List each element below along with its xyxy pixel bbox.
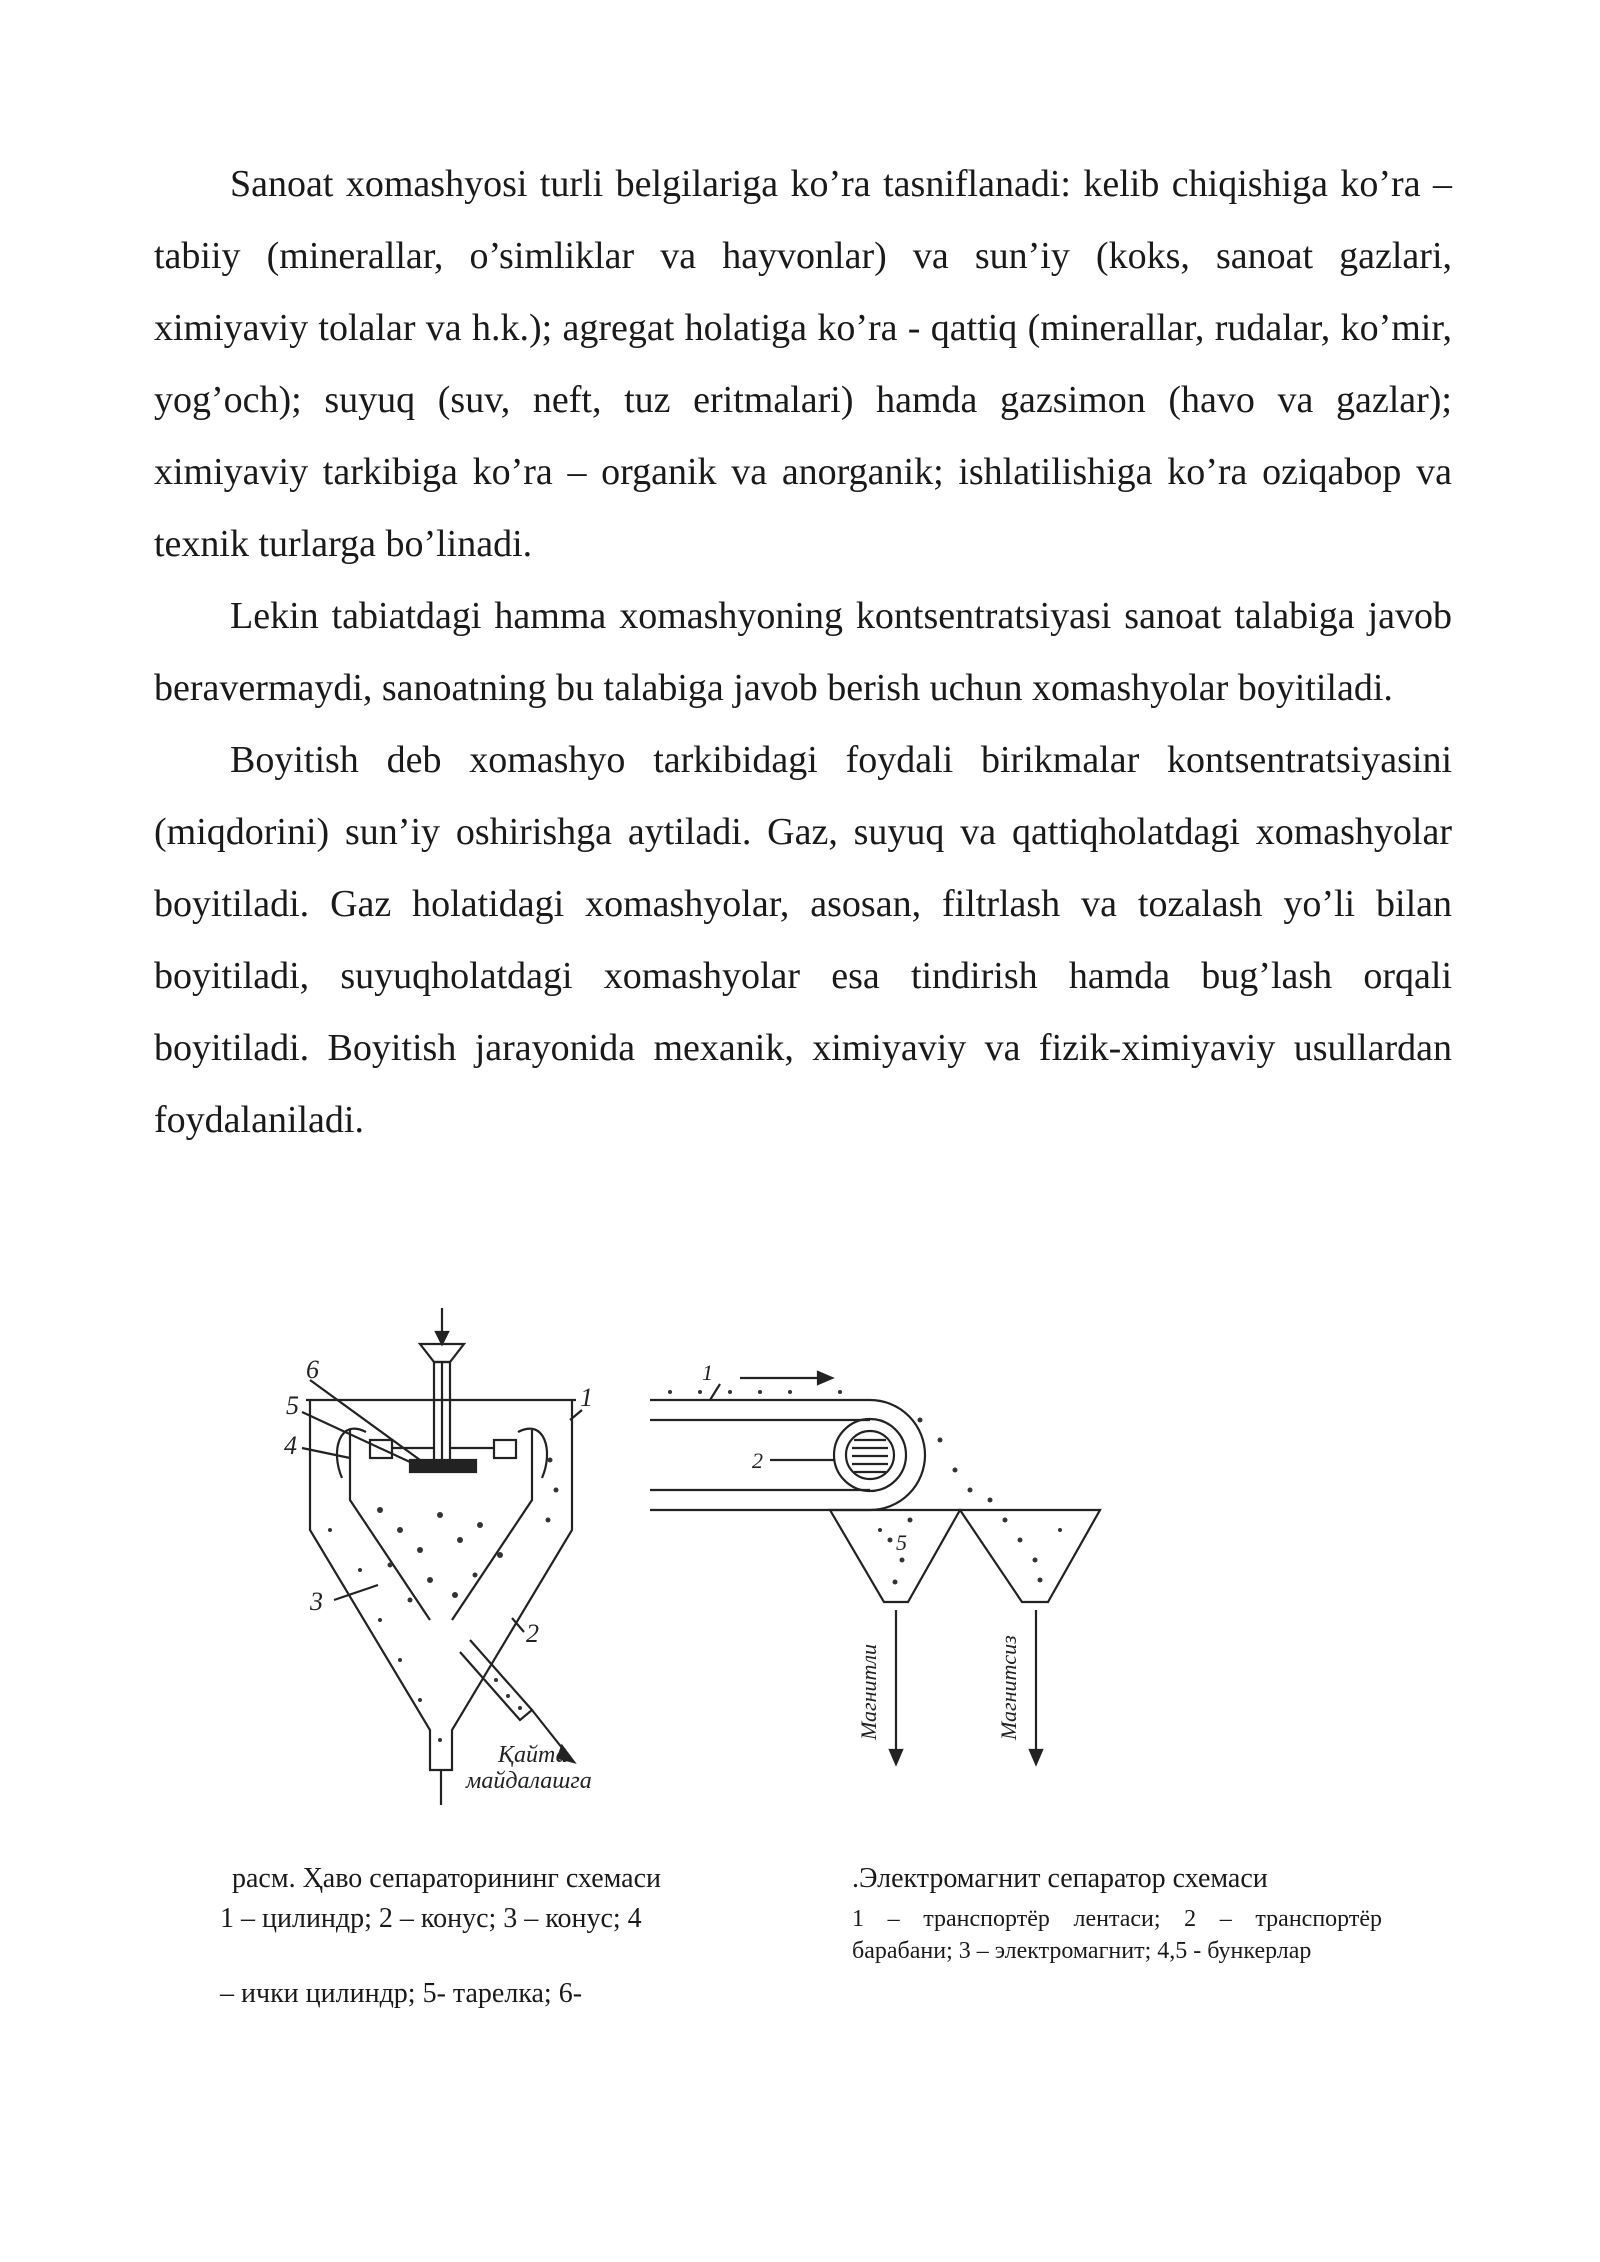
label-2: 2 xyxy=(526,1619,539,1648)
body-text xyxy=(154,148,1452,1156)
arrow-label-magnetic: Магнитли xyxy=(856,1644,881,1740)
caption-left-title: расм. Ҳаво сепараторининг схемаси xyxy=(232,1863,662,1894)
label-1: 1 xyxy=(702,1360,713,1385)
label-5: 5 xyxy=(286,1391,299,1420)
caption-left-line2: – ички цилиндр; 5- тарелка; 6- xyxy=(220,1978,583,2009)
paragraph-2: Lekin tabiatdagi hamma xomashyoning kontsentratsiyasi sanoat talabiga javob beravermaydi, sanoatning bu talabiga javob berish uchun xomashyolar boyitiladi. xyxy=(154,595,1452,709)
label-5: 5 xyxy=(896,1530,907,1555)
label-6: 6 xyxy=(306,1355,319,1384)
label-4: 4 xyxy=(284,1431,297,1460)
label-1: 1 xyxy=(580,1383,593,1412)
paragraph-1: Sanoat xomashyosi turli belgilariga ko’ra tasniflanadi: kelib chiqishiga ko’ra – tabiiy (minerallar, o’simliklar va hayvonlar) va sun’iy (koks, sanoat gazlari, ximiyaviy tolalar va h.k.); agregat holatiga ko’ra - qattiq (minerallar, rudalar, ko’mir, yog’och); suyuq (suv, neft, tuz eritmalari) hamda gazsimon (havo va gazlar); ximiyaviy tarkibiga ko’ra – organik va anorganik; ishlatilishiga ko’ra oziqabop va texnik turlarga bo’linadi. xyxy=(154,163,1452,565)
arrow-label-nonmagnetic: Магнитсиз xyxy=(996,1635,1021,1740)
label-2: 2 xyxy=(752,1448,763,1473)
outlet-label-line2: майдалашга xyxy=(466,1768,592,1794)
label-3: 3 xyxy=(310,1587,323,1616)
caption-right-body: 1 – транспортёр лентаси; 2 – транспортёр барабани; 3 – электромагнит; 4,5 - бункерлар xyxy=(852,1906,1382,1964)
electromagnetic-separator-diagram xyxy=(640,1360,1130,1780)
caption-left-line1: 1 – цилиндр; 2 – конус; 3 – конус; 4 xyxy=(220,1903,642,1934)
paragraph-3: Boyitish deb xomashyo tarkibidagi foydali birikmalar kontsentratsiyasini (miqdorini) sun’iy oshirishga aytiladi. Gaz, suyuq va qattiqholatdagi xomashyolar boyitiladi. Gaz holatidagi xomashyolar, asosan, filtrlash va tozalash yo’li bilan boyitiladi, suyuqholatdagi xomashyolar esa tindirish hamda bug’lash orqali boyitiladi. Boyitish jarayonida mexanik, ximiyaviy va fizik-ximiyaviy usullardan foydalaniladi. xyxy=(154,739,1452,1141)
air-separator-diagram xyxy=(270,1300,610,1810)
outlet-label-line1: Қайта xyxy=(498,1742,568,1768)
caption-right-title: .Электромагнит сепаратор схемаси xyxy=(852,1863,1268,1894)
